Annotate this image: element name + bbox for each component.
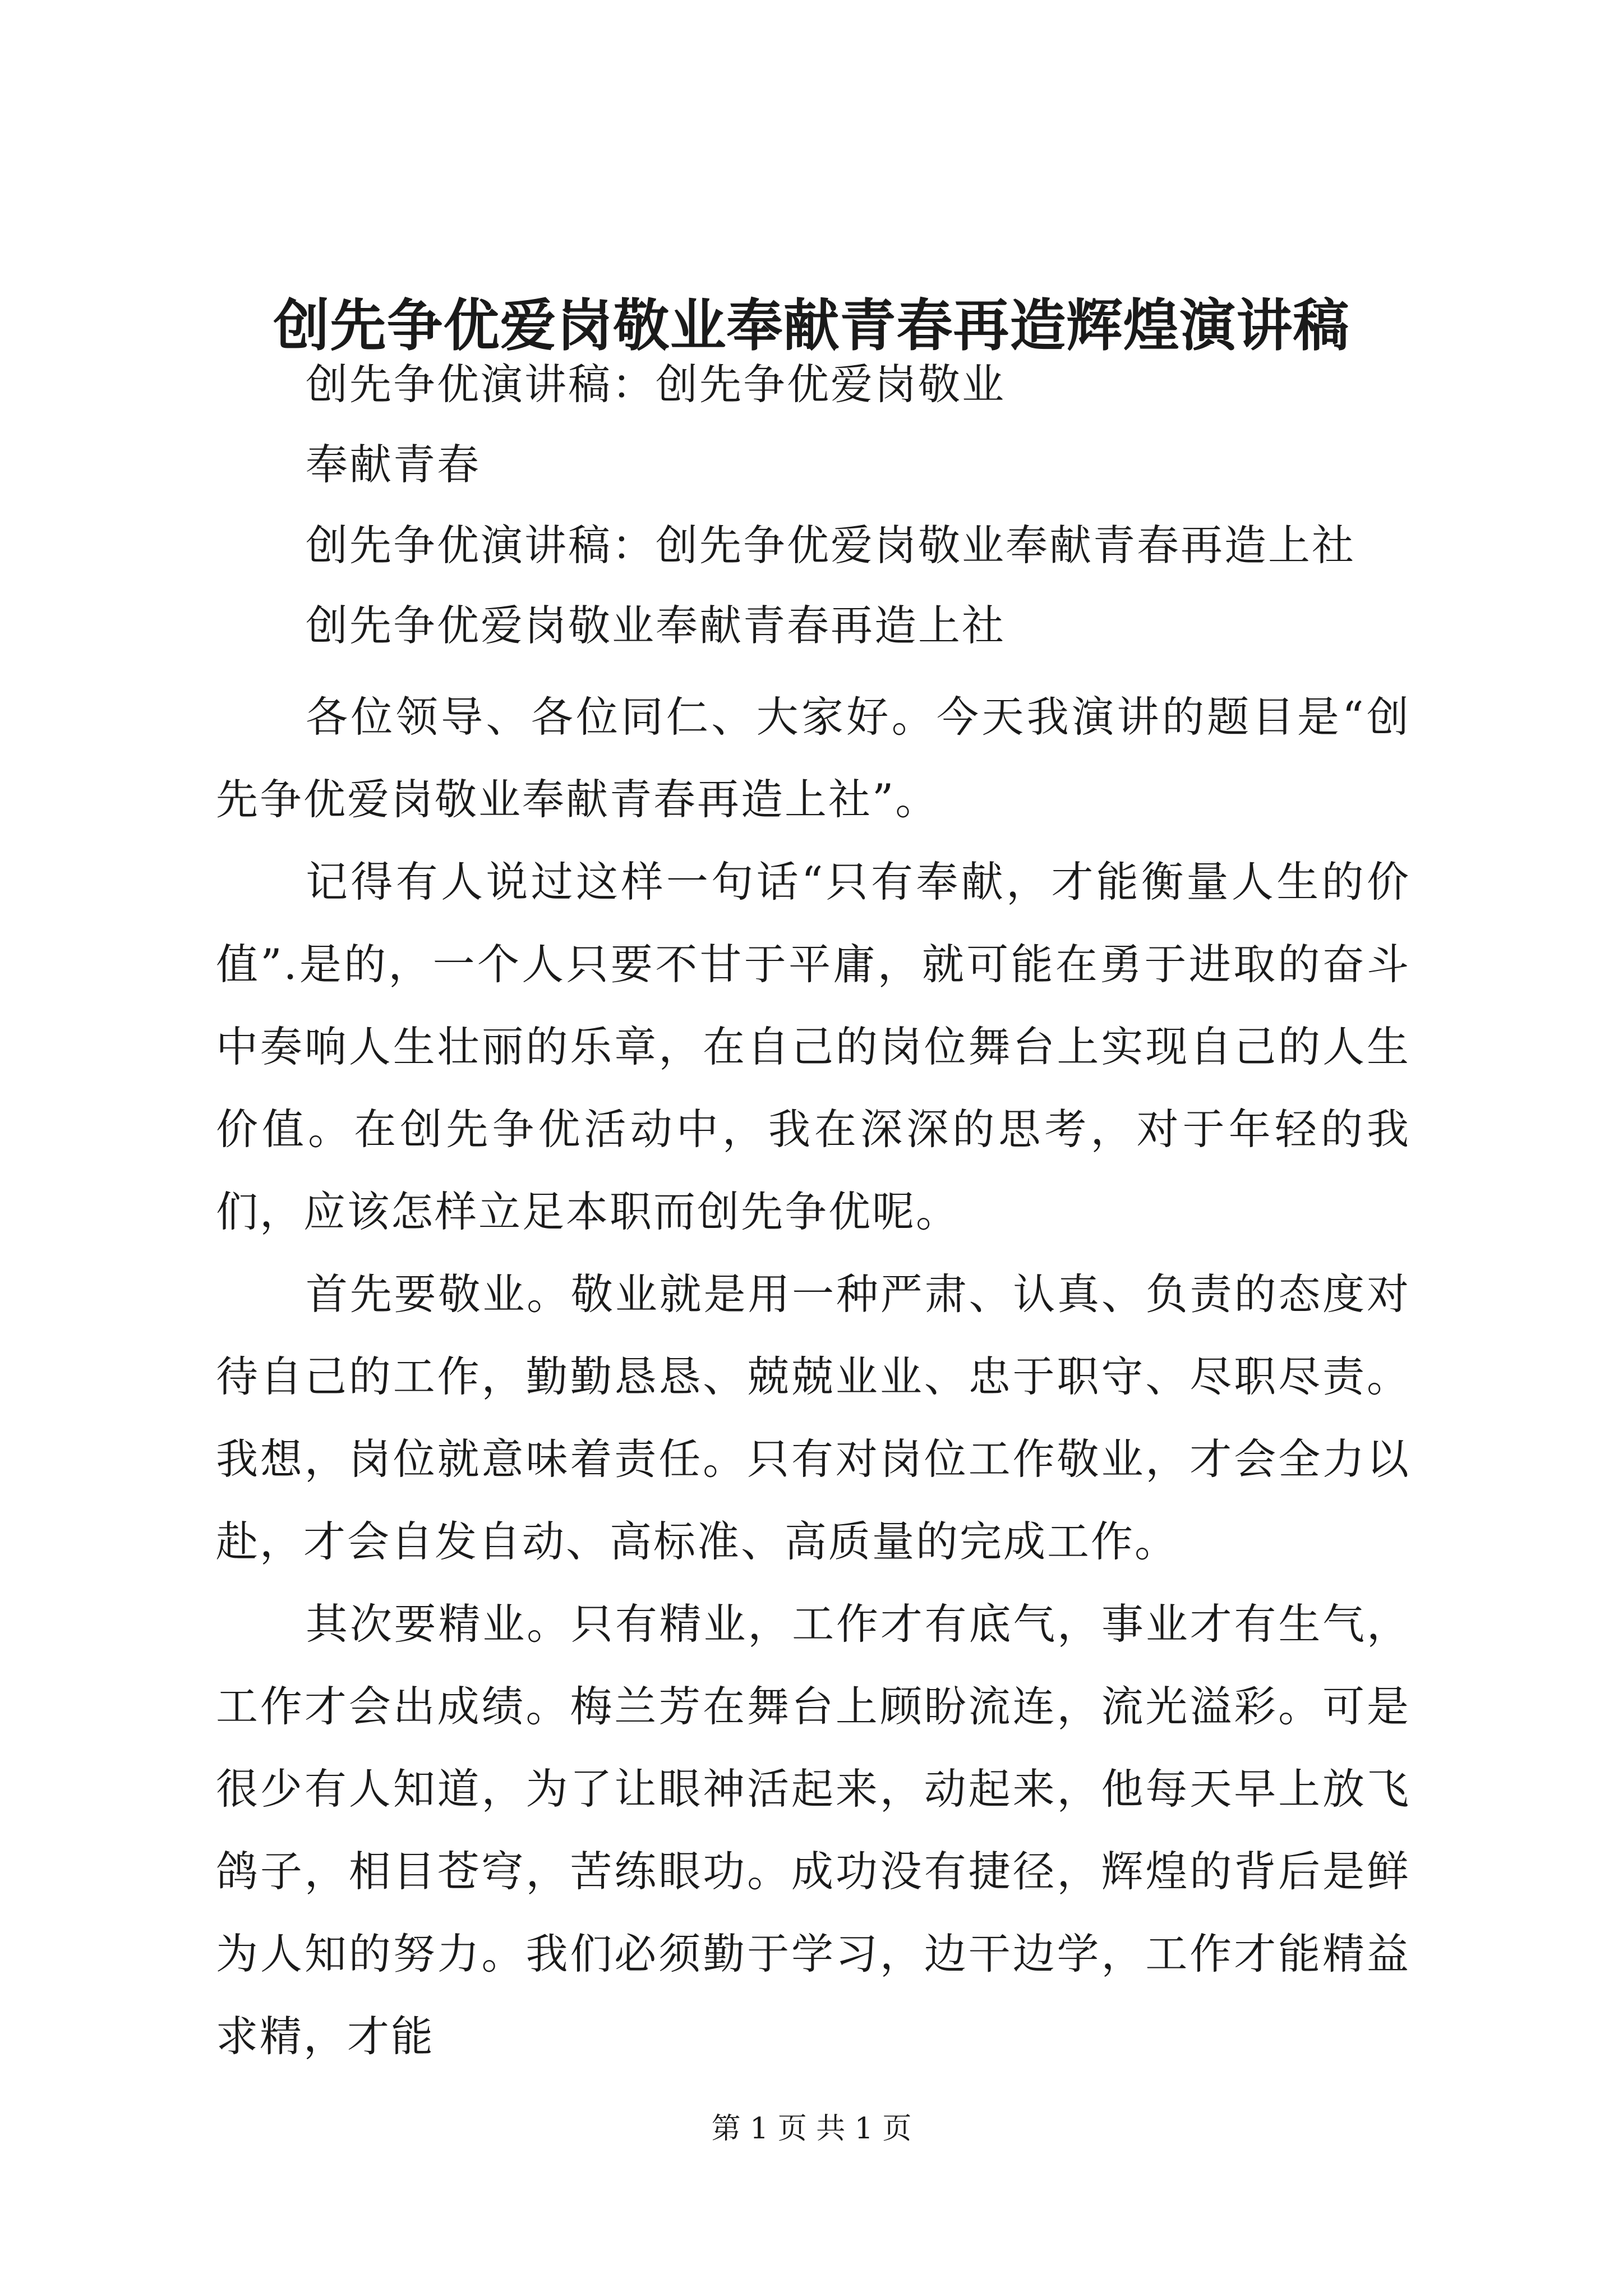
document-title: 创先争优爱岗敬业奉献青春再造辉煌演讲稿 [273, 292, 1350, 358]
subheading-line: 创先争优爱岗敬业奉献青春再造上社 [306, 601, 1006, 650]
subheading-line: 创先争优演讲稿：创先争优爱岗敬业 [306, 360, 1006, 409]
paragraph: 其次要精业。只有精业，工作才有底气，事业才有生气，工作才会出成绩。梅兰芳在舞台上顾盼流连，流光溢彩。可是很少有人知道，为了让眼神活起来，动起来，他每天早上放飞鸽子，相目苍穹，苦练眼功。成功没有捷径，辉煌的背后是鲜为人知的努力。我们必须勤于学习，边干边学，工作才能精益求精，才能 [216, 1599, 1410, 2061]
subheading-line: 创先争优演讲稿：创先争优爱岗敬业奉献青春再造上社 [306, 521, 1356, 570]
paragraph: 记得有人说过这样一句话“只有奉献，才能衡量人生的价值”.是的，一个人只要不甘于平庸，就可能在勇于进取的奋斗中奏响人生壮丽的乐章，在自己的岗位舞台上实现自己的人生价值。在创先争优活动中，我在深深的思考，对于年轻的我们，应该怎样立足本职而创先争优呢。 [216, 857, 1410, 1236]
page-footer: 第 1 页 共 1 页 [711, 2112, 912, 2146]
paragraph: 各位领导、各位同仁、大家好。今天我演讲的题目是“创先争优爱岗敬业奉献青春再造上社”。 [216, 692, 1410, 824]
paragraph: 首先要敬业。敬业就是用一种严肃、认真、负责的态度对待自己的工作，勤勤恳恳、兢兢业业、忠于职守、尽职尽责。我想，岗位就意味着责任。只有对岗位工作敬业，才会全力以赴，才会自发自动、高标准、高质量的完成工作。 [216, 1269, 1410, 1566]
subheading-line: 奉献青春 [306, 440, 481, 489]
body-text [216, 676, 1410, 2078]
